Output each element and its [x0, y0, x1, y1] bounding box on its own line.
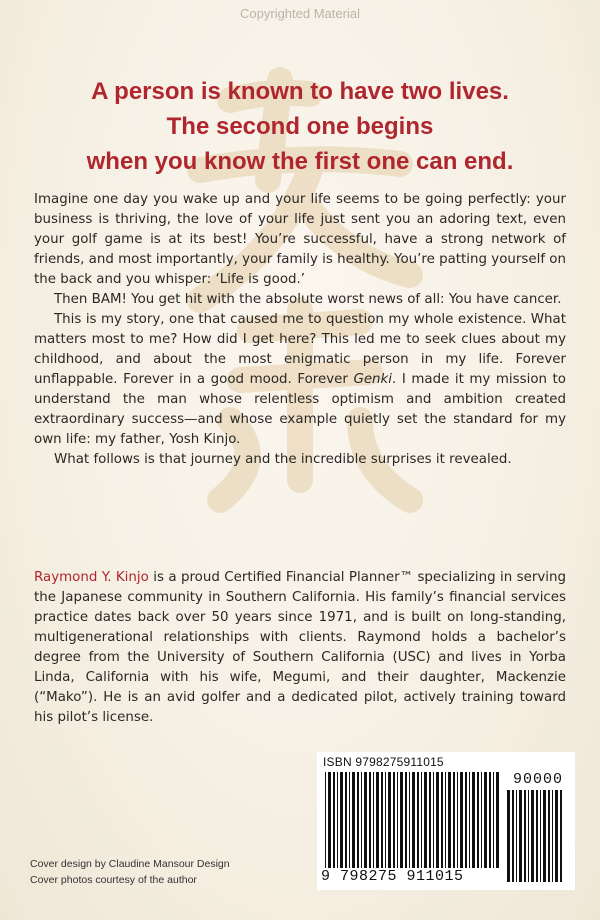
cover-credits: [30, 856, 230, 888]
headline: [20, 74, 580, 179]
barcode-digits: 9 798275 911015: [321, 868, 464, 885]
headline-line-1: A person is known to have two lives.: [91, 78, 509, 105]
barcode-icon: [325, 772, 501, 868]
story-text: [34, 190, 566, 470]
price-code: 90000: [513, 771, 564, 788]
cover-photo-credit: Cover photos courtesy of the author: [30, 874, 197, 886]
isbn-barcode: [317, 752, 575, 890]
barcode-addon-icon: [507, 790, 565, 882]
copyright-watermark: Copyrighted Material: [240, 6, 360, 21]
story-paragraph-3-end: . I made it my mission to understand the man whose relentless optimism and ambition created extraordinary success—and whose example quietly set the standard for my own life: my father, Yosh Kinjo.: [34, 372, 567, 447]
story-paragraph-3: [34, 310, 566, 450]
story-paragraph-3-text: This is my story, one that caused me to question my whole existence. What matters most to me? How did I get here? This led me to seek clues about my childhood, and about the most enigmatic person in my life. Forever unflappable. Forever in a good mood. Forever: [34, 312, 566, 387]
author-name: Raymond Y. Kinjo: [34, 570, 149, 585]
cover-design-credit: Cover design by Claudine Mansour Design: [30, 858, 230, 870]
headline-line-2: The second one begins: [166, 113, 434, 140]
author-bio: [34, 568, 566, 728]
isbn-label: ISBN 9798275911015: [323, 755, 444, 769]
author-bio-text: is a proud Certified Financial Planner™ specializing in serving the Japanese community in Southern California. His family’s financial services practice dates back over 50 years since 1971, and is built on long-standing, multigenerational relationships with clients. Raymond holds a bachelor’s degree from the University of Southern California (USC) and lives in Yorba Linda, California with his wife, Megumi, and their daughter, Mackenzie (“Mako”). He is an avid golfer and a dedicated pilot, actively training toward his pilot’s license.: [34, 570, 567, 725]
story-paragraph-1: Imagine one day you wake up and your life seems to be going perfectly: your business is thriving, the love of your life just sent you an adoring text, even your golf game is at its best! You’re successful, have a strong network of friends, and most importantly, your family is healthy. You’re patting yourself on the back and you whisper: ‘Life is good.’: [34, 192, 566, 287]
story-paragraph-4: What follows is that journey and the incredible surprises it revealed.: [54, 452, 512, 467]
genki-word: Genki: [353, 372, 393, 387]
story-paragraph-2: Then BAM! You get hit with the absolute worst news of all: You have cancer.: [54, 292, 562, 307]
headline-line-3: when you know the first one can end.: [86, 148, 514, 175]
